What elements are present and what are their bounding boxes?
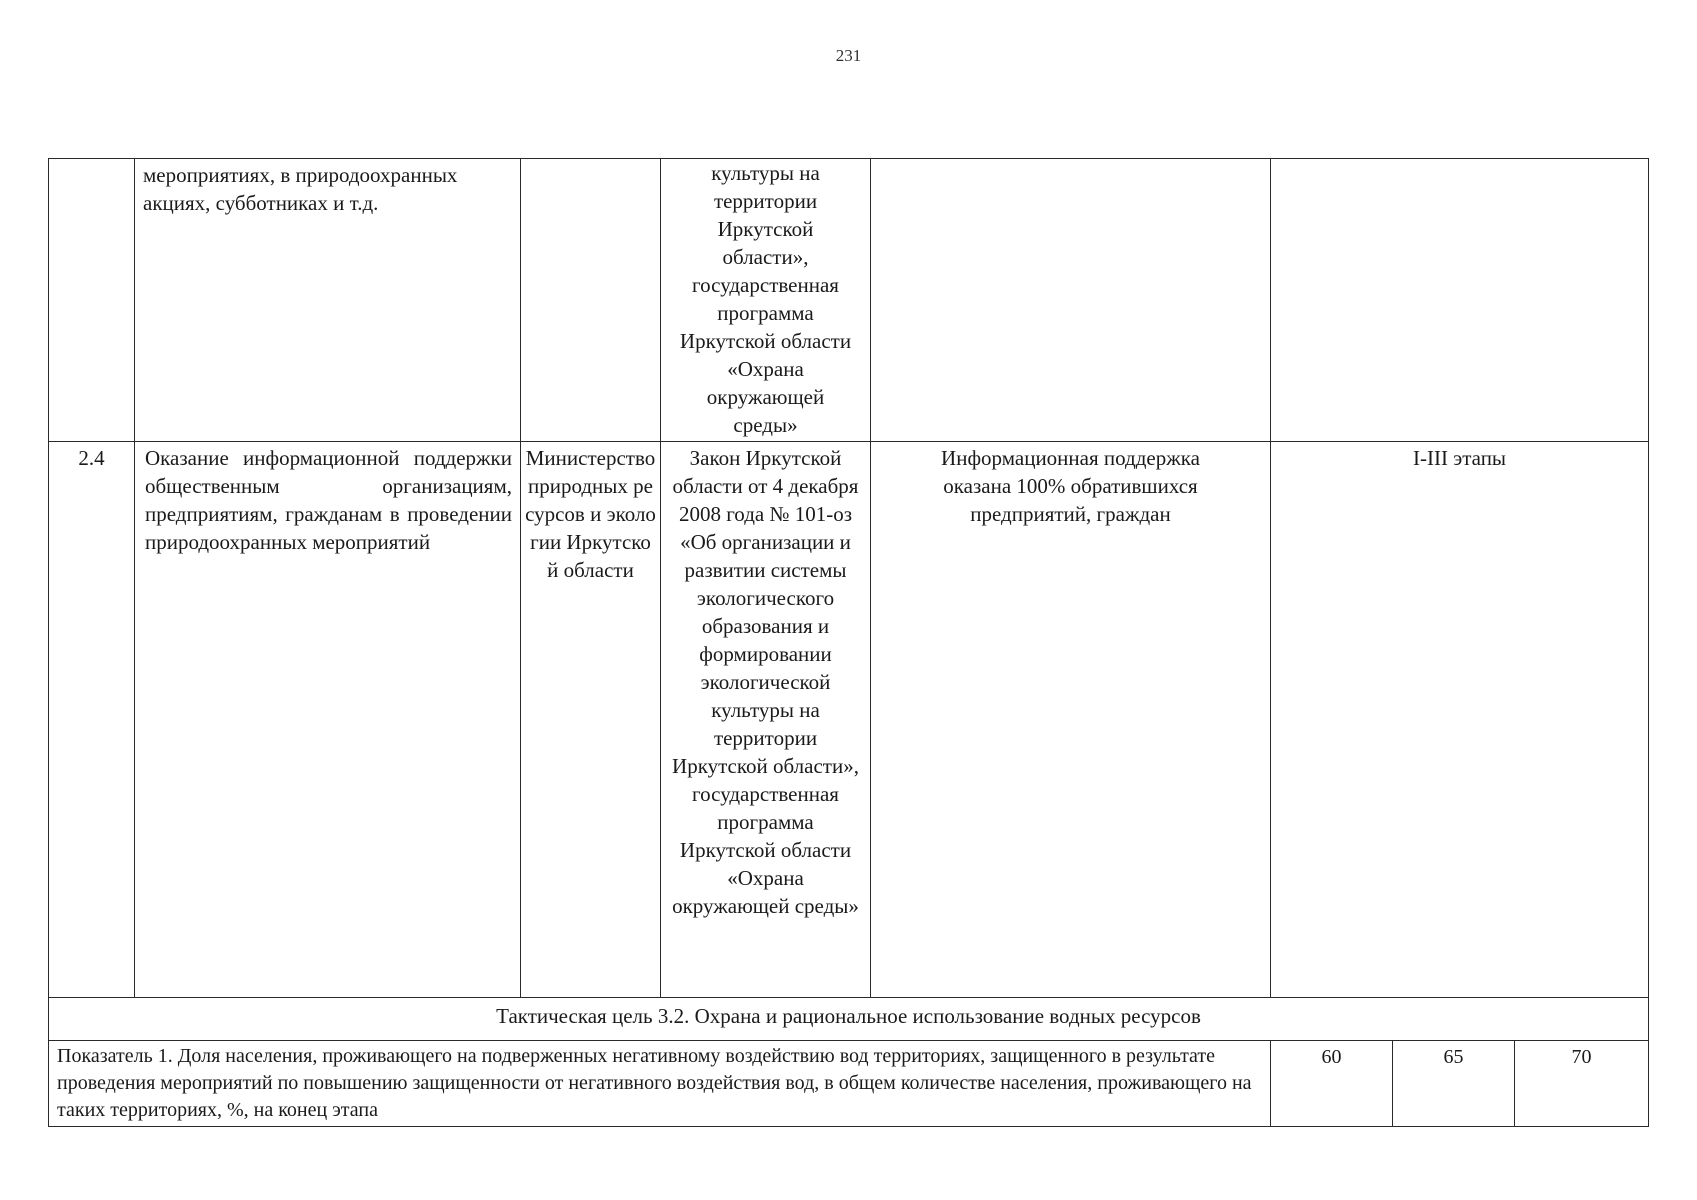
activity-cell: мероприятиях, в природоохранных акциях, субботниках и т.д. — [135, 159, 521, 442]
stages-cell — [1271, 159, 1649, 442]
page-number: 231 — [835, 46, 862, 65]
indicator-text: Показатель 1. Доля населения, проживающего на подверженных негативному воздействию вод территориях, защищенного в результате проведения мероприятий по повышению защищенности от негативного воздействия вод, в общем количестве населения, проживающего на таких территориях, %, на конец этапа — [49, 1041, 1271, 1127]
row-number — [49, 159, 135, 442]
indicator-value-stage-2: 65 — [1393, 1041, 1515, 1127]
executor-cell — [521, 159, 661, 442]
table-row-2-4 — [49, 442, 1649, 998]
measures-table — [48, 158, 1649, 1127]
indicator-value-stage-3: 70 — [1515, 1041, 1649, 1127]
legal-basis-cell: культуры на территории Иркутской области», государственная программа Иркутской области «Охрана окружающей среды» — [661, 159, 871, 442]
result-cell: Информационная поддержка оказана 100% обратившихся предприятий, граждан — [871, 442, 1271, 998]
result-cell — [871, 159, 1271, 442]
indicator-row — [49, 1041, 1649, 1127]
legal-basis-cell: Закон Иркутской области от 4 декабря 2008 года № 101-оз «Об организации и развитии системы экологического образования и формировании экологической культуры на территории Иркутской области», государственная программа Иркутской области «Охрана окружающей среды» — [661, 442, 871, 998]
tactical-goal-heading: Тактическая цель 3.2. Охрана и рациональное использование водных ресурсов — [49, 998, 1649, 1041]
stages-cell: I-III этапы — [1271, 442, 1649, 998]
tactical-goal-row — [49, 998, 1649, 1041]
indicator-value-stage-1: 60 — [1271, 1041, 1393, 1127]
table-row-continuation — [49, 159, 1649, 442]
executor-cell: Министерство природных ресурсов и экологии Иркутской области — [521, 442, 661, 998]
row-number: 2.4 — [49, 442, 135, 998]
activity-cell: Оказание информационной поддержки общественным организациям, предприятиям, гражданам в проведении природоохранных мероприятий — [135, 442, 521, 998]
